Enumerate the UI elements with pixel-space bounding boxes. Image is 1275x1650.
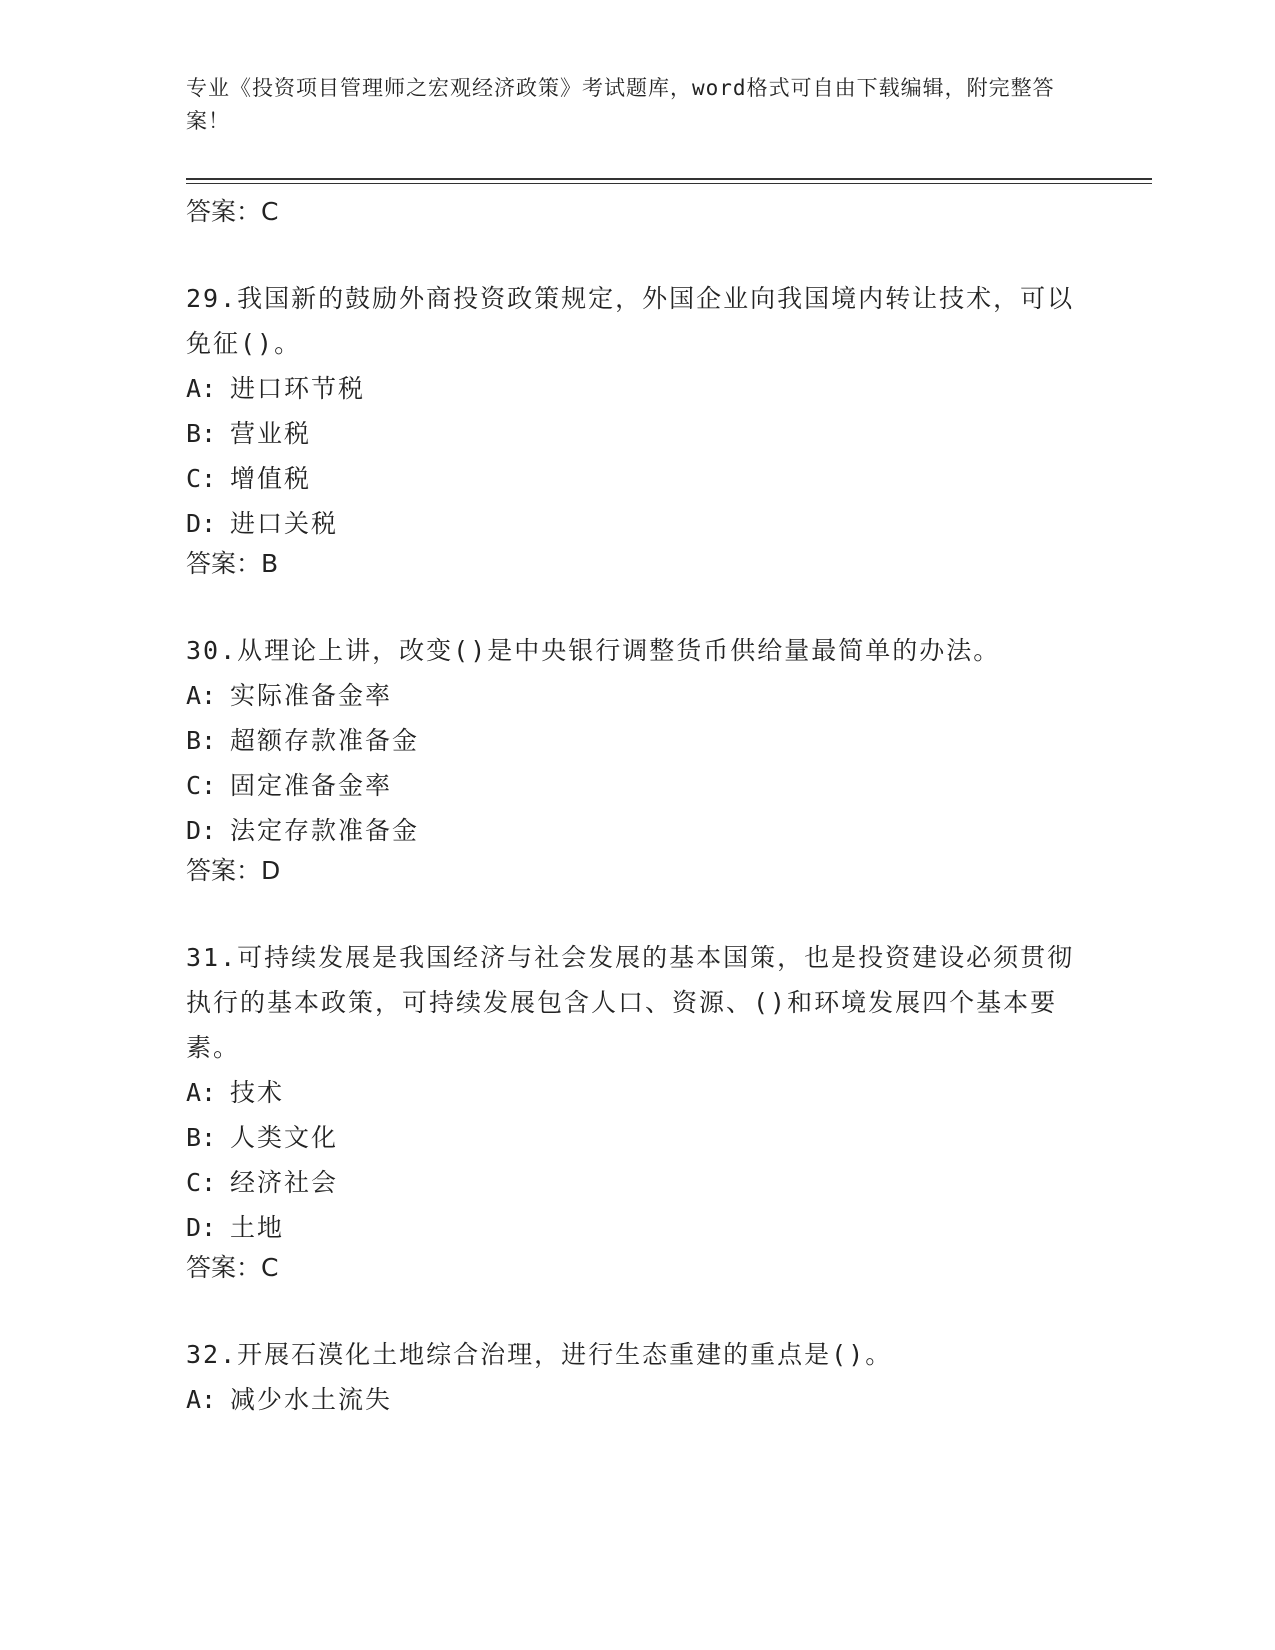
option-d (186, 1205, 1086, 1250)
answer-label: 答案：D (186, 856, 281, 885)
option-text: 减少水土流失 (230, 1385, 393, 1414)
option-a (186, 673, 1086, 718)
option-text: 增值税 (230, 464, 312, 493)
option-letter: C: (186, 771, 217, 800)
document-header: 专业《投资项目管理师之宏观经济政策》考试题库，word格式可自由下载编辑，附完整答案！ (186, 76, 1055, 133)
question-31 (186, 935, 1086, 1286)
answer-label: 答案：C (186, 1253, 279, 1282)
option-letter: C: (186, 464, 217, 493)
option-letter: A: (186, 374, 217, 403)
question-list (186, 190, 1086, 1422)
option-letter: B: (186, 419, 217, 448)
question-text: 32.开展石漠化土地综合治理，进行生态重建的重点是()。 (186, 1340, 893, 1369)
option-letter: A: (186, 681, 217, 710)
option-text: 技术 (230, 1078, 285, 1107)
option-letter: D: (186, 1213, 217, 1242)
option-b (186, 718, 1086, 763)
question-29 (186, 276, 1086, 582)
option-a (186, 1377, 1086, 1422)
option-letter: D: (186, 816, 217, 845)
option-letter: D: (186, 509, 217, 538)
option-text: 进口关税 (230, 509, 339, 538)
option-letter: A: (186, 1385, 217, 1414)
option-text: 实际准备金率 (230, 681, 393, 710)
option-text: 超额存款准备金 (230, 726, 420, 755)
option-letter: B: (186, 1123, 217, 1152)
option-letter: C: (186, 1168, 217, 1197)
question-text: 29.我国新的鼓励外商投资政策规定，外国企业向我国境内转让技术，可以免征()。 (186, 284, 1075, 358)
question-text: 31.可持续发展是我国经济与社会发展的基本国策，也是投资建设必须贯彻执行的基本政策，可持续发展包含人口、资源、()和环境发展四个基本要素。 (186, 943, 1075, 1062)
question-32 (186, 1332, 1086, 1422)
option-c (186, 1160, 1086, 1205)
option-letter: B: (186, 726, 217, 755)
option-a (186, 1070, 1086, 1115)
question-30 (186, 628, 1086, 889)
answer-label: 答案：C (186, 197, 279, 226)
question-text: 30.从理论上讲，改变()是中央银行调整货币供给量最简单的办法。 (186, 636, 1001, 665)
header-divider-thin (186, 183, 1152, 184)
option-letter: A: (186, 1078, 217, 1107)
option-text: 法定存款准备金 (230, 816, 420, 845)
option-text: 人类文化 (230, 1123, 339, 1152)
option-a (186, 366, 1086, 411)
option-text: 土地 (230, 1213, 285, 1242)
option-b (186, 1115, 1086, 1160)
option-text: 固定准备金率 (230, 771, 393, 800)
option-c (186, 456, 1086, 501)
option-c (186, 763, 1086, 808)
option-d (186, 501, 1086, 546)
option-d (186, 808, 1086, 853)
answer-label: 答案：B (186, 549, 279, 578)
option-b (186, 411, 1086, 456)
option-text: 进口环节税 (230, 374, 366, 403)
header-divider-thick (186, 178, 1152, 180)
option-text: 经济社会 (230, 1168, 339, 1197)
option-text: 营业税 (230, 419, 312, 448)
